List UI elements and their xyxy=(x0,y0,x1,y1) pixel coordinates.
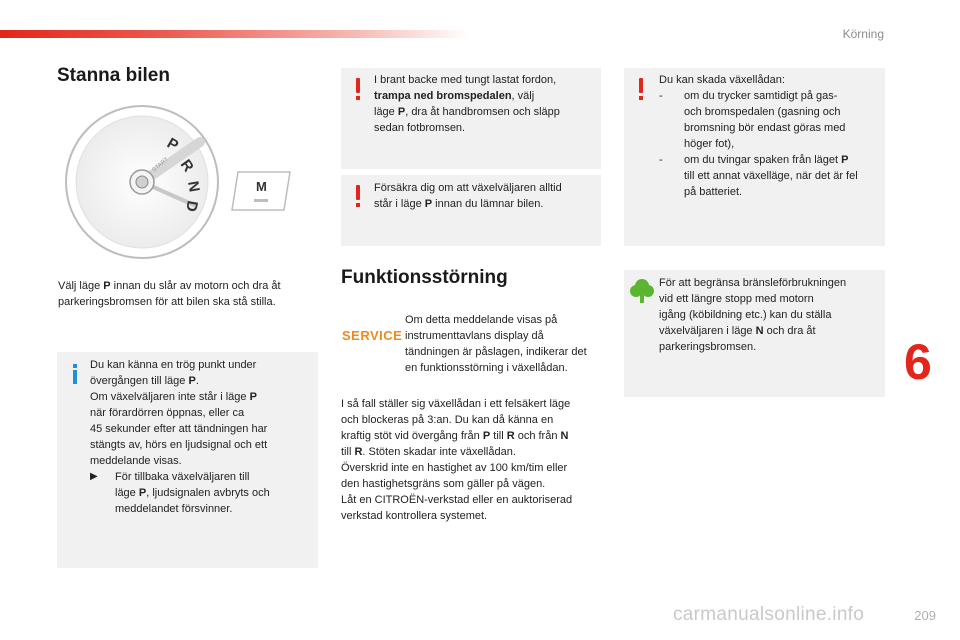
eco-box xyxy=(624,270,885,397)
info-bullet: ▶ För tillbaka växelväljaren till läge P, ljudsignalen avbryts och meddelandet försvinner. xyxy=(90,471,270,515)
gear-label-n: N xyxy=(184,179,203,194)
gear-label-r: R xyxy=(176,156,197,176)
warning-exclamation-icon xyxy=(353,78,363,100)
manual-indicator xyxy=(254,199,268,202)
warning-exclamation-icon xyxy=(353,185,363,207)
gear-label-d: D xyxy=(182,199,201,213)
section-title-stanna: Stanna bilen xyxy=(57,65,170,86)
warning-text-check: Försäkra dig om att växelväljaren alltid står i läge P innan du lämnar bilen. xyxy=(374,182,562,210)
warning-text-damage: Du kan skada växellådan: - om du trycker samtidigt på gas- och bromspedalen (gasning och bromsning bör endast göras med höger fot), - om du tvingar spaken från läget P till ett annat växelläge, när det är fel på batteriet. xyxy=(659,72,881,200)
eco-tree-icon xyxy=(630,278,654,304)
start-label: START xyxy=(151,156,170,174)
service-text: Om detta meddelande visas på instrumenttavlans display då tändningen är påslagen, indikerar det en funktionsstörning i växellådan. xyxy=(405,314,587,374)
manual-label: M xyxy=(256,179,267,194)
section-title-funktionsstorning: Funktionsstörning xyxy=(341,267,508,288)
stop-instruction: Välj läge P innan du slår av motorn och dra åt parkeringsbromsen för att bilen ska stå stilla. xyxy=(58,280,281,308)
page-number: 209 xyxy=(914,608,936,623)
warning-box-check xyxy=(341,175,601,246)
damage-item: - om du trycker samtidigt på gas- och bromspedalen (gasning och bromsning bör endast göras med höger fot), xyxy=(659,90,846,150)
gear-selector-illustration xyxy=(58,102,318,262)
gear-label-p: P xyxy=(164,134,182,155)
dial-knob-center xyxy=(136,176,148,188)
header-accent-bar xyxy=(0,30,470,38)
eco-text: För att begränsa bränsleförbrukningen vid ett längre stopp med motorn igång (köbildning etc.) kan du ställa växelväljaren i läge N och dra åt parkeringsbromsen. xyxy=(659,277,847,353)
chapter-title: Körning xyxy=(842,27,884,41)
info-box xyxy=(57,352,318,568)
warning-text-steep: I brant backe med tungt lastat fordon, trampa ned bromspedalen, välj läge P, dra åt handbromsen och släpp sedan fotbromsen. xyxy=(374,74,560,134)
malfunction-body: I så fall ställer sig växellådan i ett felsäkert läge och blockeras på 3:an. Du kan då känna en kraftig stöt vid övergång från P till R och från N till R. Stöten skadar inte växellådan. Överskrid inte en hastighet av 100 km/tim eller den hastighetsgräns som gäller på vägen. Låt en CITROËN-verkstad eller en auktoriserad verkstad kontrollera systemet. xyxy=(341,398,573,522)
damage-item: - om du tvingar spaken från läget P till ett annat växelläge, när det är fel på batteriet. xyxy=(659,154,858,198)
warning-exclamation-icon xyxy=(636,78,646,100)
warning-box-damage xyxy=(624,68,885,246)
warning-box-steep xyxy=(341,68,601,169)
info-text: Du kan känna en trög punkt under övergången till läge P. Om växelväljaren inte står i läge P när förardörren öppnas, eller ca 45 sekunder efter att tändningen har stängts av, hörs en ljudsignal och ett meddelande visas. ▶ För tillbaka växelväljaren till läge P, ljudsignalen avbryts och meddelandet försvinner. xyxy=(90,357,312,517)
watermark: carmanualsonline.info xyxy=(673,604,865,625)
chapter-number: 6 xyxy=(904,334,932,390)
info-icon xyxy=(71,364,79,384)
bullet-arrow-icon: ▶ xyxy=(90,471,98,482)
service-indicator: SERVICE xyxy=(342,328,403,343)
